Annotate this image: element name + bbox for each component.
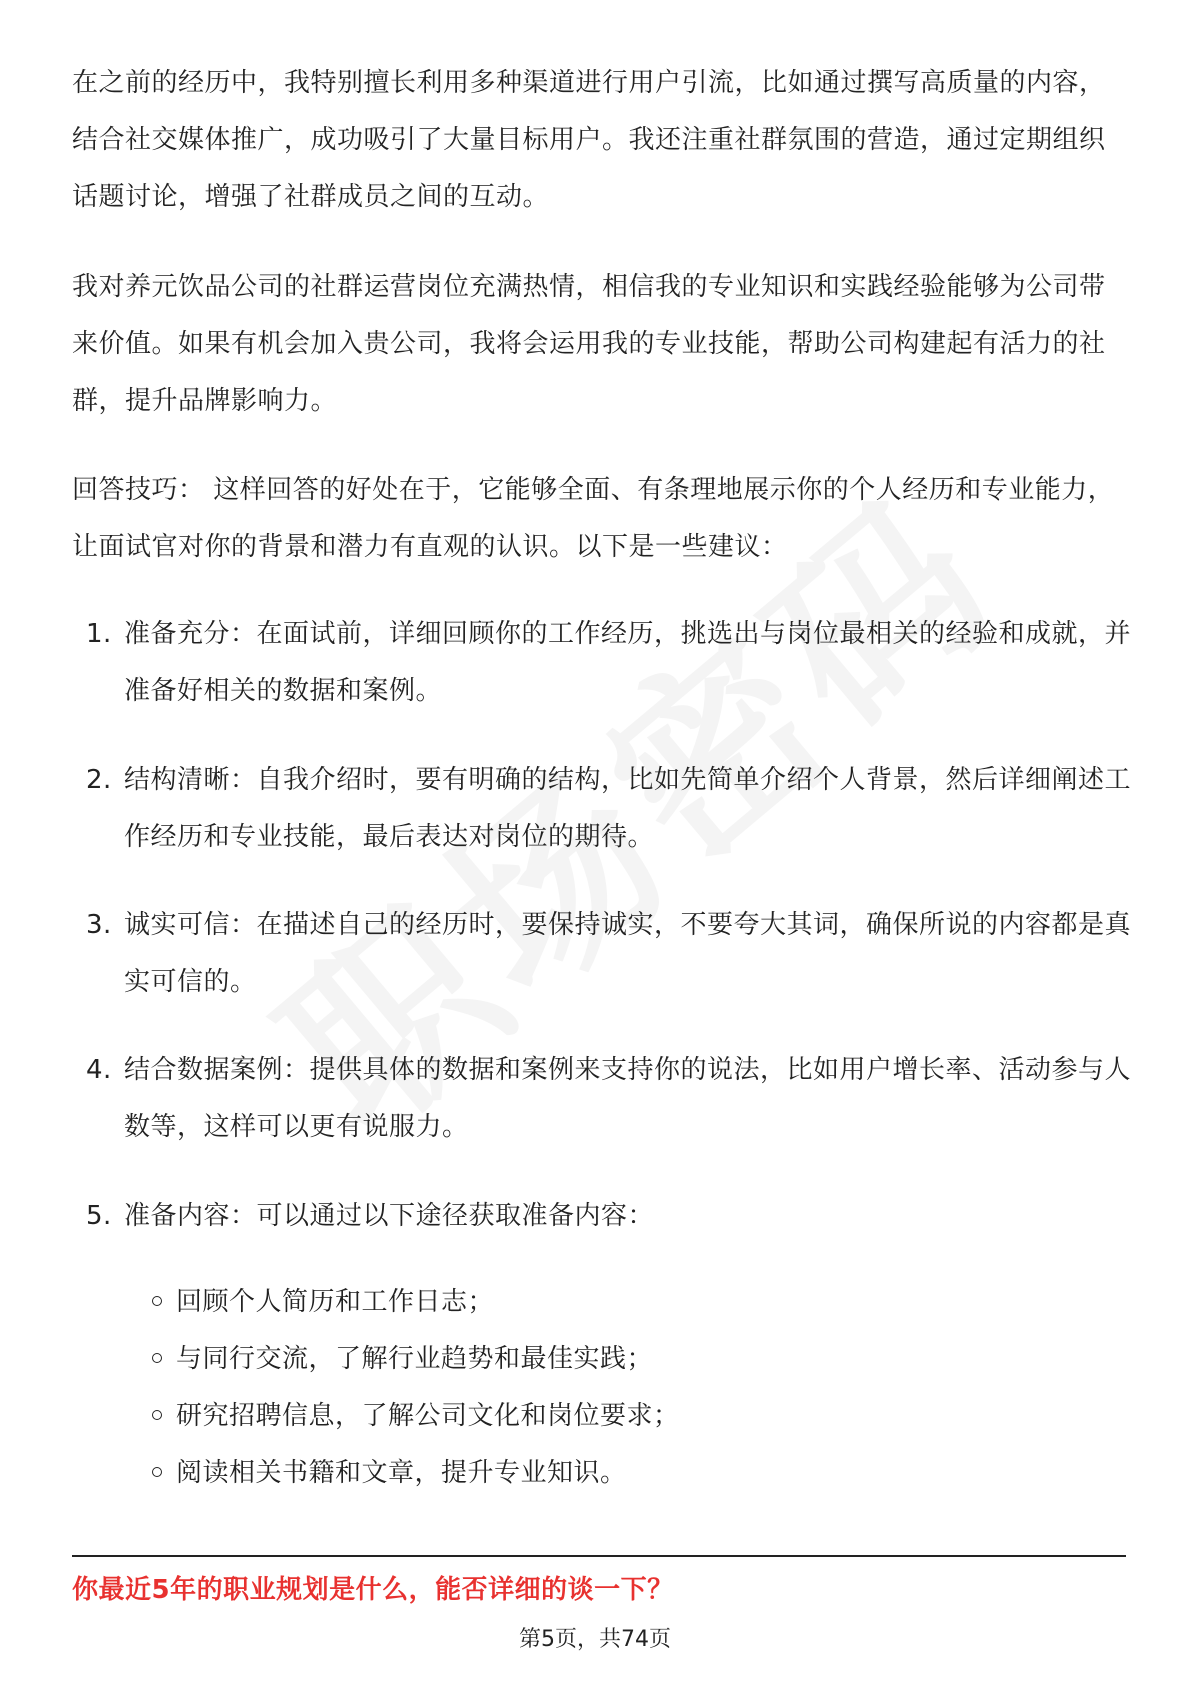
sub-list-item-text: 阅读相关书籍和文章，提升专业知识。 xyxy=(176,1458,627,1488)
list-item xyxy=(72,1042,1132,1156)
section-divider xyxy=(72,1555,1126,1557)
list-item-text: 结合数据案例：提供具体的数据和案例来支持你的说法，比如用户增长率、活动参与人数等，这样可以更有说服力。 xyxy=(124,1055,1132,1142)
page-number: 第5页，共74页 xyxy=(519,1627,671,1652)
list-item xyxy=(72,752,1132,866)
sub-list-item xyxy=(152,1388,680,1445)
sub-list-item-text: 研究招聘信息，了解公司文化和岗位要求； xyxy=(176,1401,680,1431)
list-number: 2. xyxy=(86,765,112,795)
next-question-heading: 你最近5年的职业规划是什么，能否详细的谈一下？ xyxy=(72,1575,674,1605)
list-item-text: 诚实可信：在描述自己的经历时，要保持诚实，不要夸大其词，确保所说的内容都是真实可信的。 xyxy=(124,910,1132,997)
paragraph-experience: 在之前的经历中，我特别擅长利用多种渠道进行用户引流，比如通过撰写高质量的内容，结合社交媒体推广，成功吸引了大量目标用户。我还注重社群氛围的营造，通过定期组织话题讨论，增强了社群成员之间的互动。 xyxy=(72,68,1106,212)
list-item xyxy=(72,1188,1132,1245)
circle-bullet-icon xyxy=(152,1410,162,1420)
paragraph-answer-tips: 回答技巧： 这样回答的好处在于，它能够全面、有条理地展示你的个人经历和专业能力，让面试官对你的背景和潜力有直观的认识。以下是一些建议： xyxy=(72,475,1115,562)
circle-bullet-icon xyxy=(152,1353,162,1363)
circle-bullet-icon xyxy=(152,1467,162,1477)
sub-list-item-text: 与同行交流，了解行业趋势和最佳实践； xyxy=(176,1344,654,1374)
list-item-text: 准备内容：可以通过以下途径获取准备内容： xyxy=(124,1201,655,1231)
sub-list-item xyxy=(152,1445,627,1502)
circle-bullet-icon xyxy=(152,1296,162,1306)
list-number: 1. xyxy=(86,619,112,649)
list-number: 4. xyxy=(86,1055,112,1085)
sub-list-item-text: 回顾个人简历和工作日志； xyxy=(176,1287,495,1317)
paragraph-motivation: 我对养元饮品公司的社群运营岗位充满热情，相信我的专业知识和实践经验能够为公司带来价值。如果有机会加入贵公司，我将会运用我的专业技能，帮助公司构建起有活力的社群，提升品牌影响力。 xyxy=(72,272,1106,416)
sub-list-item xyxy=(152,1331,653,1388)
list-item-text: 准备充分：在面试前，详细回顾你的工作经历，挑选出与岗位最相关的经验和成就，并准备好相关的数据和案例。 xyxy=(124,619,1132,706)
list-item xyxy=(72,897,1132,1011)
list-number: 3. xyxy=(86,910,112,940)
sub-list-item xyxy=(152,1274,494,1331)
list-number: 5. xyxy=(86,1201,112,1231)
list-item xyxy=(72,606,1132,720)
list-item-text: 结构清晰：自我介绍时，要有明确的结构，比如先简单介绍个人背景，然后详细阐述工作经历和专业技能，最后表达对岗位的期待。 xyxy=(124,765,1132,852)
